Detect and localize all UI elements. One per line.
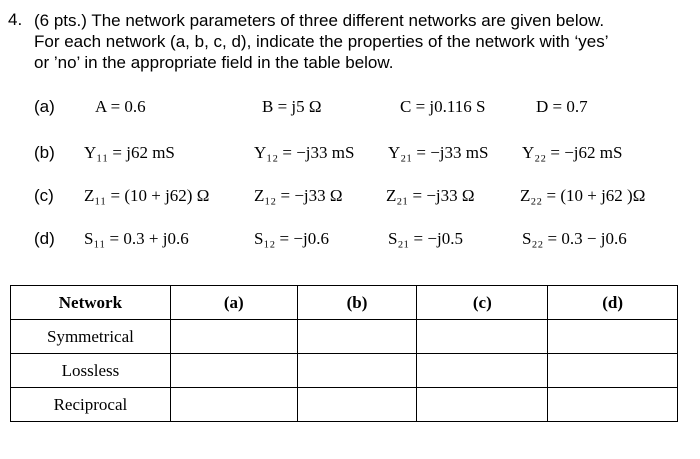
table-row-reciprocal xyxy=(11,388,678,422)
row-label: Symmetrical xyxy=(11,320,171,354)
table-header-row xyxy=(11,286,678,320)
answer-cell[interactable] xyxy=(548,354,678,388)
answer-cell[interactable] xyxy=(548,388,678,422)
answer-cell[interactable] xyxy=(170,388,297,422)
network-label: (a) xyxy=(34,97,55,116)
param-value: S₁₂ = −j0.6 xyxy=(254,229,329,248)
param-value: Z₁₁ = (10 + j62) Ω xyxy=(84,186,210,205)
table-row-lossless xyxy=(11,354,678,388)
answer-cell[interactable] xyxy=(548,320,678,354)
properties-table xyxy=(10,285,678,422)
header-c: (c) xyxy=(417,286,548,320)
answer-cell[interactable] xyxy=(417,354,548,388)
network-label: (c) xyxy=(34,186,54,205)
network-row-d xyxy=(0,229,700,253)
param-value: A = 0.6 xyxy=(95,97,146,116)
question-line-1: (6 pts.) The network parameters of three different networks are given below. xyxy=(34,11,605,30)
question-number: 4. xyxy=(8,10,23,29)
question-text xyxy=(34,10,694,73)
answer-cell[interactable] xyxy=(170,354,297,388)
header-d: (d) xyxy=(548,286,678,320)
network-row-b xyxy=(0,143,700,167)
network-row-a xyxy=(0,97,700,121)
param-value: B = j5 Ω xyxy=(262,97,322,116)
row-label: Reciprocal xyxy=(11,388,171,422)
question-line-2: For each network (a, b, c, d), indicate the properties of the network with ‘yes’ xyxy=(34,32,609,51)
param-value: D = 0.7 xyxy=(536,97,588,116)
param-value: Y₁₂ = −j33 mS xyxy=(254,143,355,162)
param-value: S₁₁ = 0.3 + j0.6 xyxy=(84,229,189,248)
answer-cell[interactable] xyxy=(170,320,297,354)
param-value: Y₁₁ = j62 mS xyxy=(84,143,175,162)
param-value: Z₂₂ = (10 + j62 )Ω xyxy=(520,186,646,205)
answer-cell[interactable] xyxy=(417,388,548,422)
network-row-c xyxy=(0,186,700,210)
param-value: S₂₁ = −j0.5 xyxy=(388,229,463,248)
table-row-symmetrical xyxy=(11,320,678,354)
network-label: (b) xyxy=(34,143,55,162)
param-value: C = j0.116 S xyxy=(400,97,486,116)
param-value: Z₁₂ = −j33 Ω xyxy=(254,186,343,205)
answer-cell[interactable] xyxy=(297,388,417,422)
param-value: Z₂₁ = −j33 Ω xyxy=(386,186,475,205)
question-line-3: or ’no’ in the appropriate field in the table below. xyxy=(34,53,394,72)
answer-cell[interactable] xyxy=(297,354,417,388)
header-b: (b) xyxy=(297,286,417,320)
answer-cell[interactable] xyxy=(417,320,548,354)
header-a: (a) xyxy=(170,286,297,320)
answer-cell[interactable] xyxy=(297,320,417,354)
param-value: Y₂₁ = −j33 mS xyxy=(388,143,489,162)
header-network: Network xyxy=(11,286,171,320)
row-label: Lossless xyxy=(11,354,171,388)
param-value: Y₂₂ = −j62 mS xyxy=(522,143,623,162)
param-value: S₂₂ = 0.3 − j0.6 xyxy=(522,229,627,248)
network-label: (d) xyxy=(34,229,55,248)
